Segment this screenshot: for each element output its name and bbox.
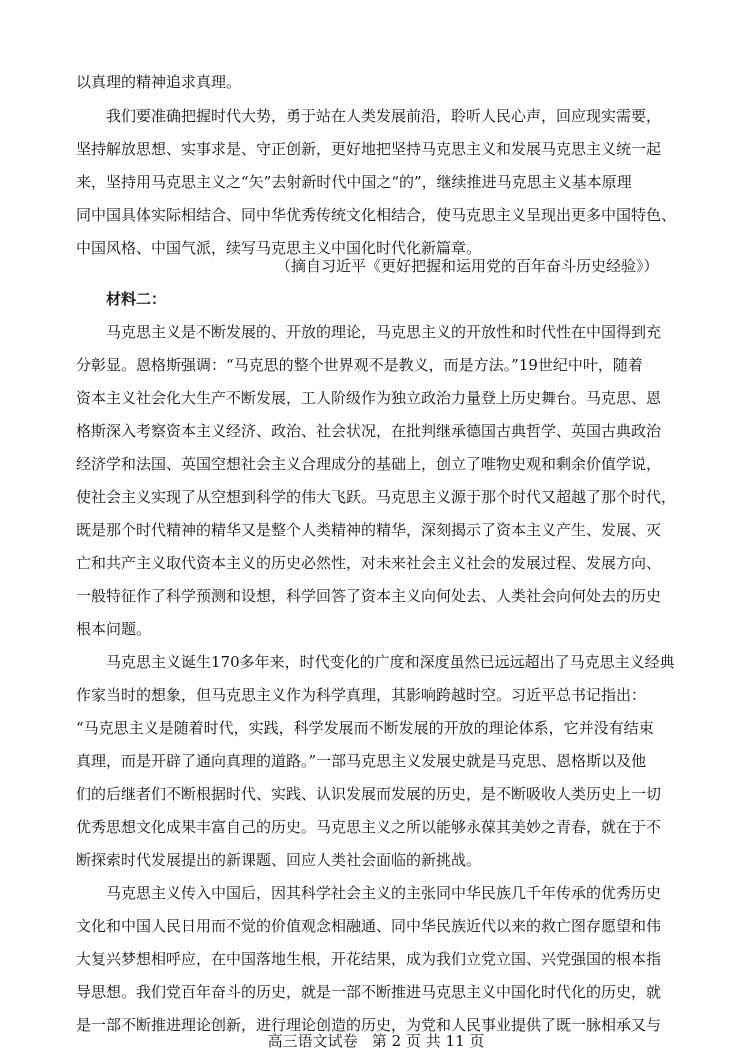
text-line: 根本问题。 bbox=[76, 620, 152, 638]
section-heading: 材料二： bbox=[106, 290, 167, 308]
text-line: 坚持解放思想、实事求是、守正创新，更好地把坚持马克思主义和发展马克思主义统一起 bbox=[76, 140, 662, 158]
text-line: 导思想。我们党百年奋斗的历史，就是一部不断推进马克思主义中国化时代化的历史，就 bbox=[76, 983, 662, 1001]
text-line: 以真理的精神追求真理。 bbox=[76, 73, 242, 91]
text-line: 一般特征作了科学预测和设想，科学回答了资本主义向何处去、人类社会向何处去的历史 bbox=[76, 587, 662, 605]
text-line: 大复兴梦想相呼应，在中国落地生根，开花结果，成为我们立党立国、兴党强国的根本指 bbox=[76, 950, 662, 968]
text-line: 马克思主义诞生170多年来，时代变化的广度和深度虽然已远远超出了马克思主义经典 bbox=[106, 653, 675, 671]
page-footer: 高三语文试卷 第 2 页 共 11 页 bbox=[267, 1032, 485, 1050]
text-line: 是一部不断推进理论创新，进行理论创造的历史，为党和人民事业提供了既一脉相承又与 bbox=[76, 1016, 662, 1034]
text-line: 马克思主义传入中国后，因其科学社会主义的主张同中华民族几千年传承的优秀历史 bbox=[106, 884, 662, 902]
text-line: 既是那个时代精神的精华又是整个人类精神的精华，深刻揭示了资本主义产生、发展、灭 bbox=[76, 521, 662, 539]
text-line: 同中国具体实际相结合、同中华优秀传统文化相结合，使马克思主义呈现出更多中国特色、 bbox=[76, 206, 677, 224]
text-line: 真理，而是开辟了通向真理的道路。”一部马克思主义发展史就是马克思、恩格斯以及他 bbox=[76, 752, 647, 770]
text-line: 资本主义社会化大生产不断发展，工人阶级作为独立政治力量登上历史舞台。马克思、恩 bbox=[76, 389, 662, 407]
text-line: 我们要准确把握时代大势，勇于站在人类发展前沿，聆听人民心声，回应现实需要， bbox=[106, 107, 662, 125]
text-line: 格斯深入考察资本主义经济、政治、社会状况，在批判继承德国古典哲学、英国古典政治 bbox=[76, 422, 662, 440]
text-line: 中国风格、中国气派，续写马克思主义中国化时代化新篇章。 bbox=[76, 239, 482, 257]
text-line: 们的后继者们不断根据时代、实践、认识发展而发展的历史，是不断吸收人类历史上一切 bbox=[76, 785, 662, 803]
text-line: 作家当时的想象，但马克思主义作为科学真理，其影响跨越时空。习近平总书记指出： bbox=[76, 686, 647, 704]
text-line: 马克思主义是不断发展的、开放的理论，马克思主义的开放性和时代性在中国得到充 bbox=[106, 323, 662, 341]
text-line: 经济学和法国、英国空想社会主义合理成分的基础上，创立了唯物史观和剩余价值学说， bbox=[76, 455, 662, 473]
text-line: 优秀思想文化成果丰富自己的历史。马克思主义之所以能够永葆其美妙之青春，就在于不 bbox=[76, 818, 662, 836]
text-line: 使社会主义实现了从空想到科学的伟大飞跃。马克思主义源于那个时代又超越了那个时代， bbox=[76, 488, 677, 506]
source-citation: （摘自习近平《更好把握和运用党的百年奋斗历史经验》） bbox=[276, 257, 659, 275]
text-line: 来，坚持用马克思主义之“矢”去射新时代中国之“的”，继续推进马克思主义基本原理 bbox=[76, 173, 632, 191]
text-line: 分彰显。恩格斯强调：“马克思的整个世界观不是教义，而是方法。”19世纪中叶，随着 bbox=[76, 356, 643, 374]
text-line: 亡和共产主义取代资本主义的历史必然性，对未来社会主义社会的发展过程、发展方向、 bbox=[76, 554, 662, 572]
text-line: 断探索时代发展提出的新课题、回应人类社会面临的新挑战。 bbox=[76, 851, 482, 869]
text-line: “马克思主义是随着时代，实践，科学发展而不断发展的开放的理论体系，它并没有结束 bbox=[76, 719, 654, 737]
text-line: 文化和中国人民日用而不觉的价值观念相融通、同中华民族近代以来的救亡图存愿望和伟 bbox=[76, 917, 662, 935]
